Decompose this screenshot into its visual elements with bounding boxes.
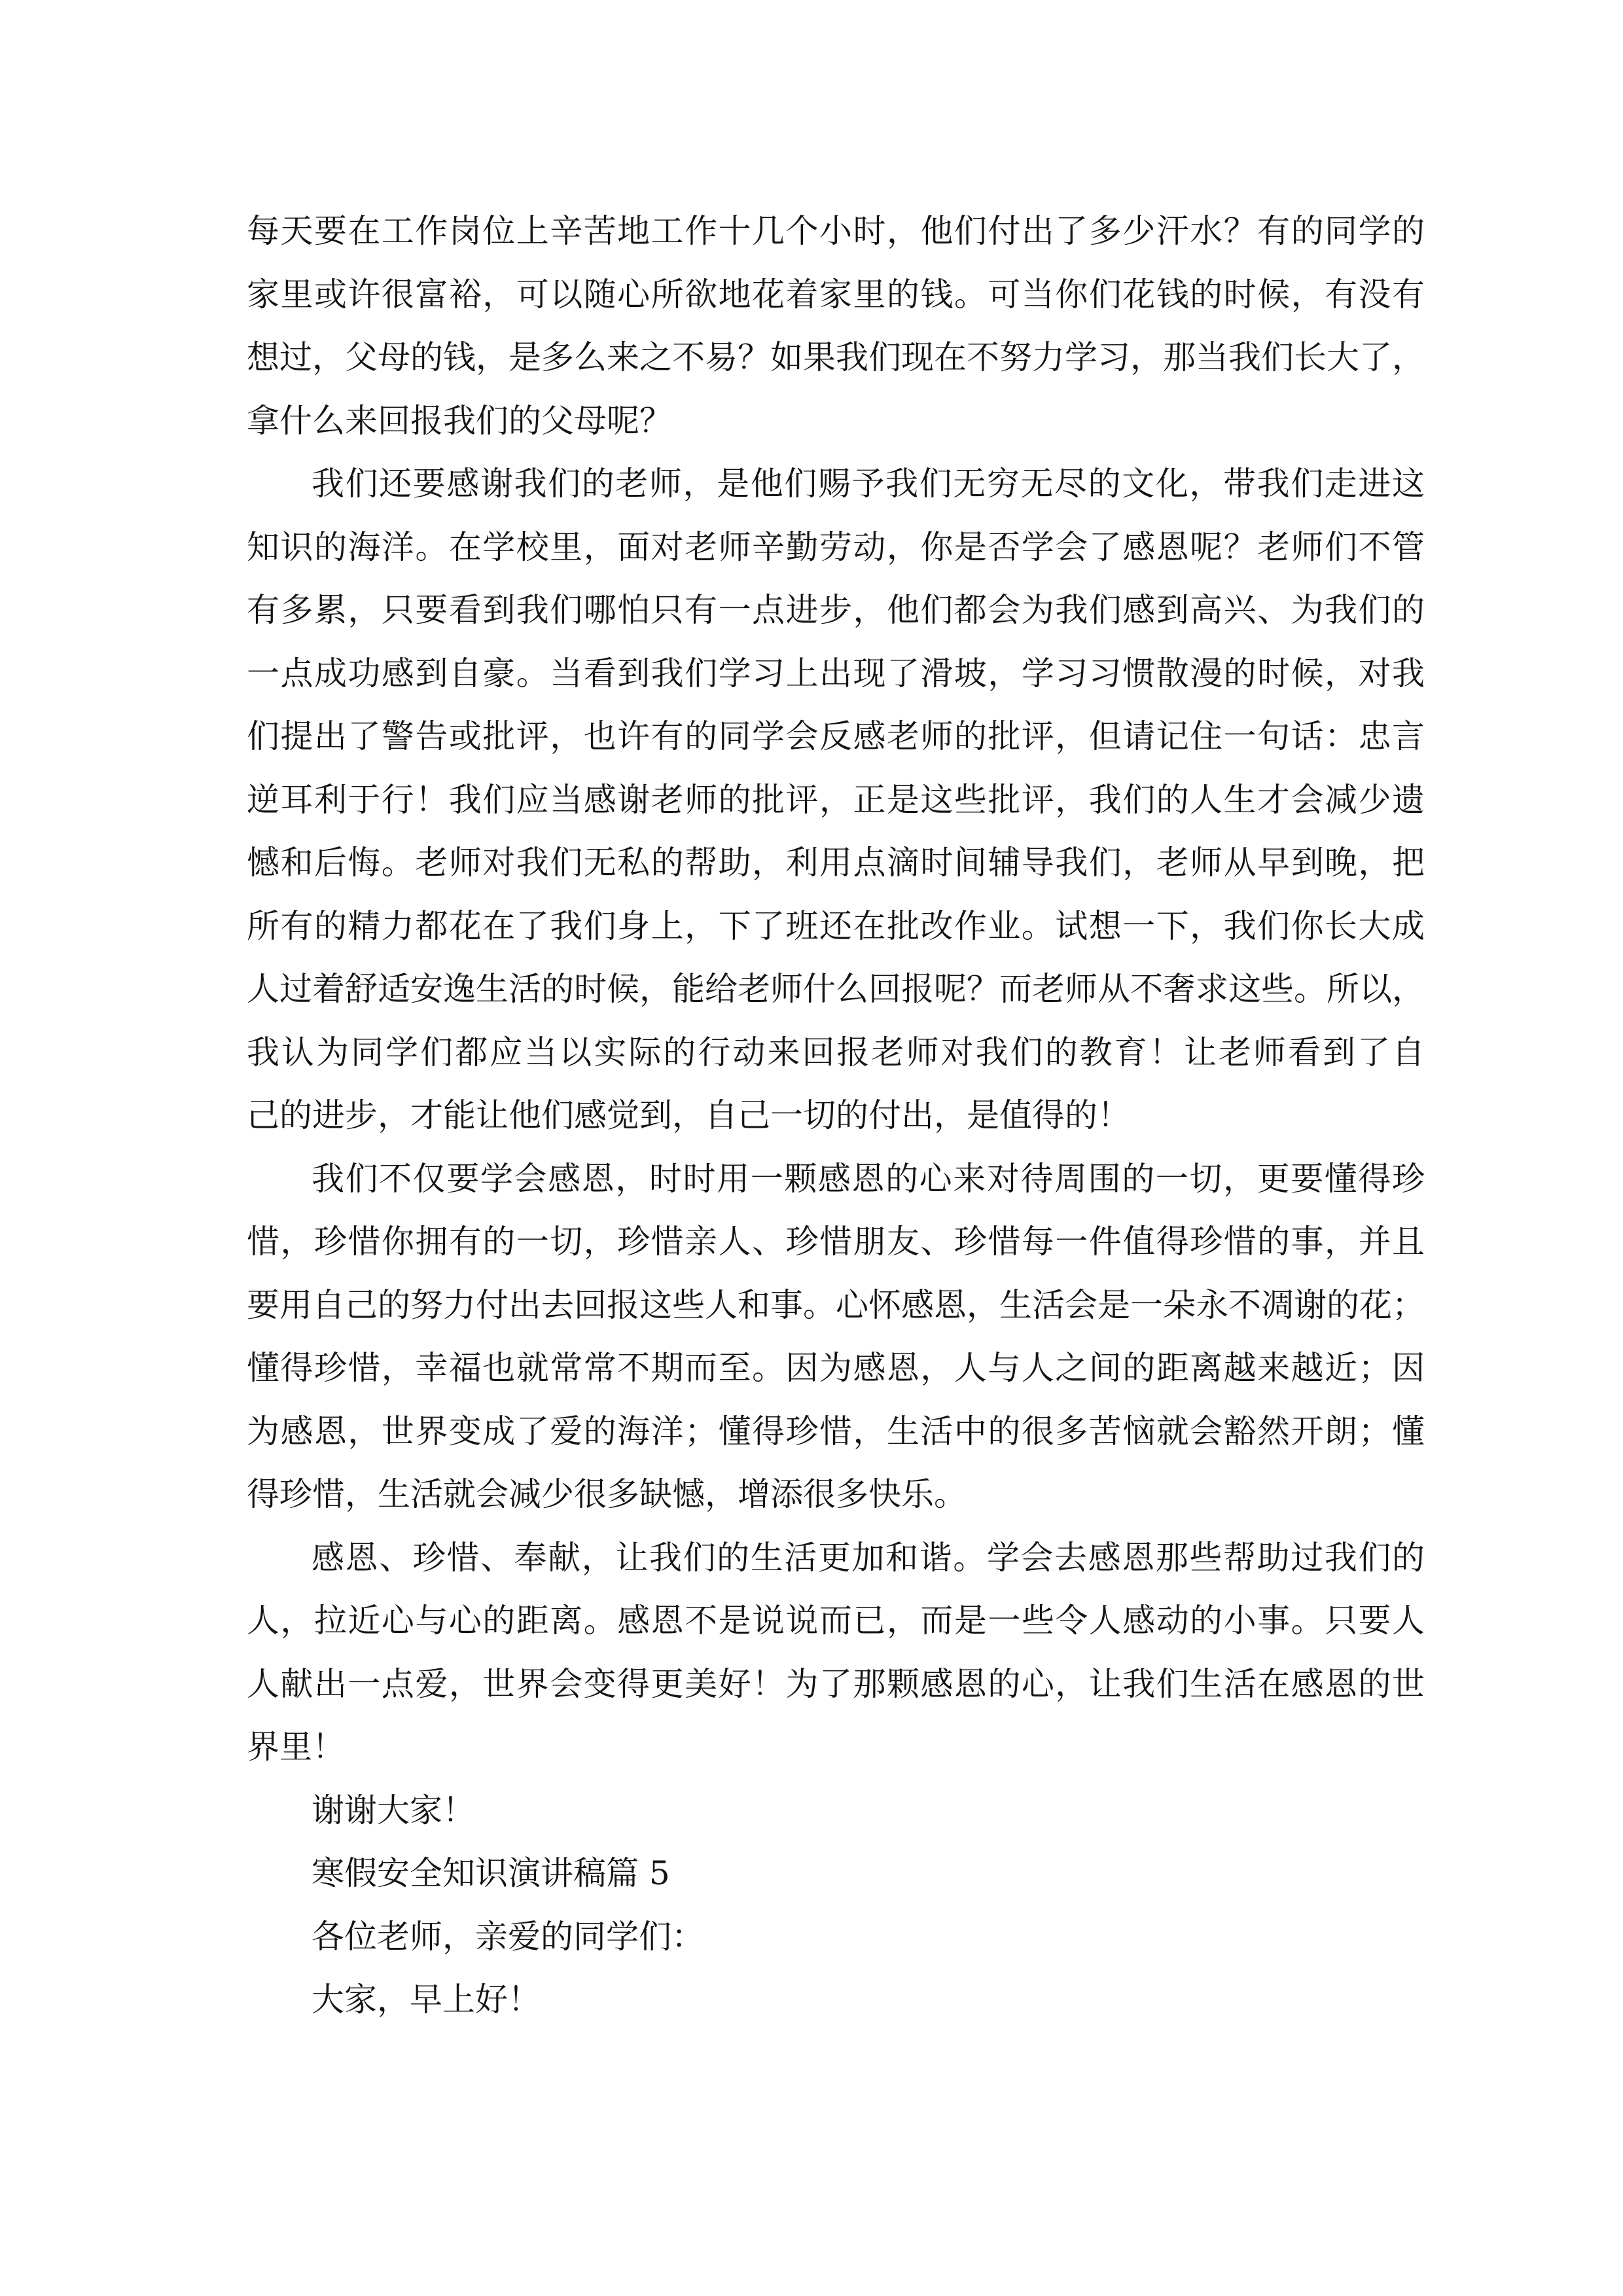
- text-line: 己的进步，才能让他们感觉到，自己一切的付出，是值得的！: [247, 1096, 1130, 1134]
- section-heading: 寒假安全知识演讲稿篇 5: [312, 1854, 670, 1892]
- text-line: 们提出了警告或批评，也许有的同学会反感老师的批评，但请记住一句话：忠言: [247, 717, 1425, 755]
- text-line: 要用自己的努力付出去回报这些人和事。心怀感恩，生活会是一朵永不凋谢的花；: [247, 1285, 1425, 1324]
- text-line: 憾和后悔。老师对我们无私的帮助，利用点滴时间辅导我们，老师从早到晚，把: [247, 844, 1425, 882]
- greeting: 大家，早上好！: [312, 1981, 541, 2018]
- text-line: 逆耳利于行！我们应当感谢老师的批评，正是这些批评，我们的人生才会减少遗: [247, 780, 1425, 819]
- text-line: 我们还要感谢我们的老师，是他们赐予我们无穷无尽的文化，带我们走进这: [312, 465, 1425, 503]
- paragraph-1: [247, 200, 1425, 452]
- text-line: 懂得珍惜，幸福也就常常不期而至。因为感恩，人与人之间的距离越来越近；因: [247, 1349, 1425, 1387]
- text-line: 家里或许很富裕，可以随心所欲地花着家里的钱。可当你们花钱的时候，有没有: [247, 275, 1425, 314]
- document-body: [247, 200, 1425, 2032]
- text-line: 拿什么来回报我们的父母呢？: [247, 401, 672, 440]
- text-line: 有多累，只要看到我们哪怕只有一点进步，他们都会为我们感到高兴、为我们的: [247, 591, 1425, 629]
- text-line: 人，拉近心与心的距离。感恩不是说说而已，而是一些令人感动的小事。只要人: [247, 1602, 1425, 1640]
- text-line: 每天要在工作岗位上辛苦地工作十几个小时，他们付出了多少汗水？有的同学的: [247, 212, 1425, 250]
- text-line: 惜，珍惜你拥有的一切，珍惜亲人、珍惜朋友、珍惜每一件值得珍惜的事，并且: [247, 1223, 1425, 1261]
- text-line: 为感恩，世界变成了爱的海洋；懂得珍惜，生活中的很多苦恼就会豁然开朗；懂: [247, 1412, 1425, 1450]
- paragraph-2: [247, 452, 1425, 1147]
- closing-thanks: 谢谢大家！: [312, 1791, 475, 1829]
- text-line: 想过，父母的钱，是多么来之不易？如果我们现在不努力学习，那当我们长大了，: [247, 338, 1425, 376]
- text-line: 一点成功感到自豪。当看到我们学习上出现了滑坡，学习习惯散漫的时候，对我: [247, 654, 1425, 692]
- text-line: 知识的海洋。在学校里，面对老师辛勤劳动，你是否学会了感恩呢？老师们不管: [247, 528, 1425, 566]
- paragraph-3: [247, 1147, 1425, 1526]
- text-line: 感恩、珍惜、奉献，让我们的生活更加和谐。学会去感恩那些帮助过我们的: [312, 1538, 1425, 1577]
- text-line: 人献出一点爱，世界会变得更美好！为了那颗感恩的心，让我们生活在感恩的世: [247, 1664, 1425, 1703]
- text-line: 人过着舒适安逸生活的时候，能给老师什么回报呢？而老师从不奢求这些。所以，: [247, 970, 1425, 1008]
- paragraph-4: [247, 1526, 1425, 1779]
- text-line: 界里！: [247, 1728, 345, 1766]
- text-line: 我认为同学们都应当以实际的行动来回报老师对我们的教育！让老师看到了自: [247, 1033, 1425, 1071]
- text-line: 得珍惜，生活就会减少很多缺憾，增添很多快乐。: [247, 1475, 967, 1513]
- salutation: 各位老师，亲爱的同学们：: [312, 1917, 704, 1956]
- text-line: 我们不仅要学会感恩，时时用一颗感恩的心来对待周围的一切，更要懂得珍: [312, 1159, 1425, 1198]
- text-line: 所有的精力都花在了我们身上，下了班还在批改作业。试想一下，我们你长大成: [247, 906, 1425, 945]
